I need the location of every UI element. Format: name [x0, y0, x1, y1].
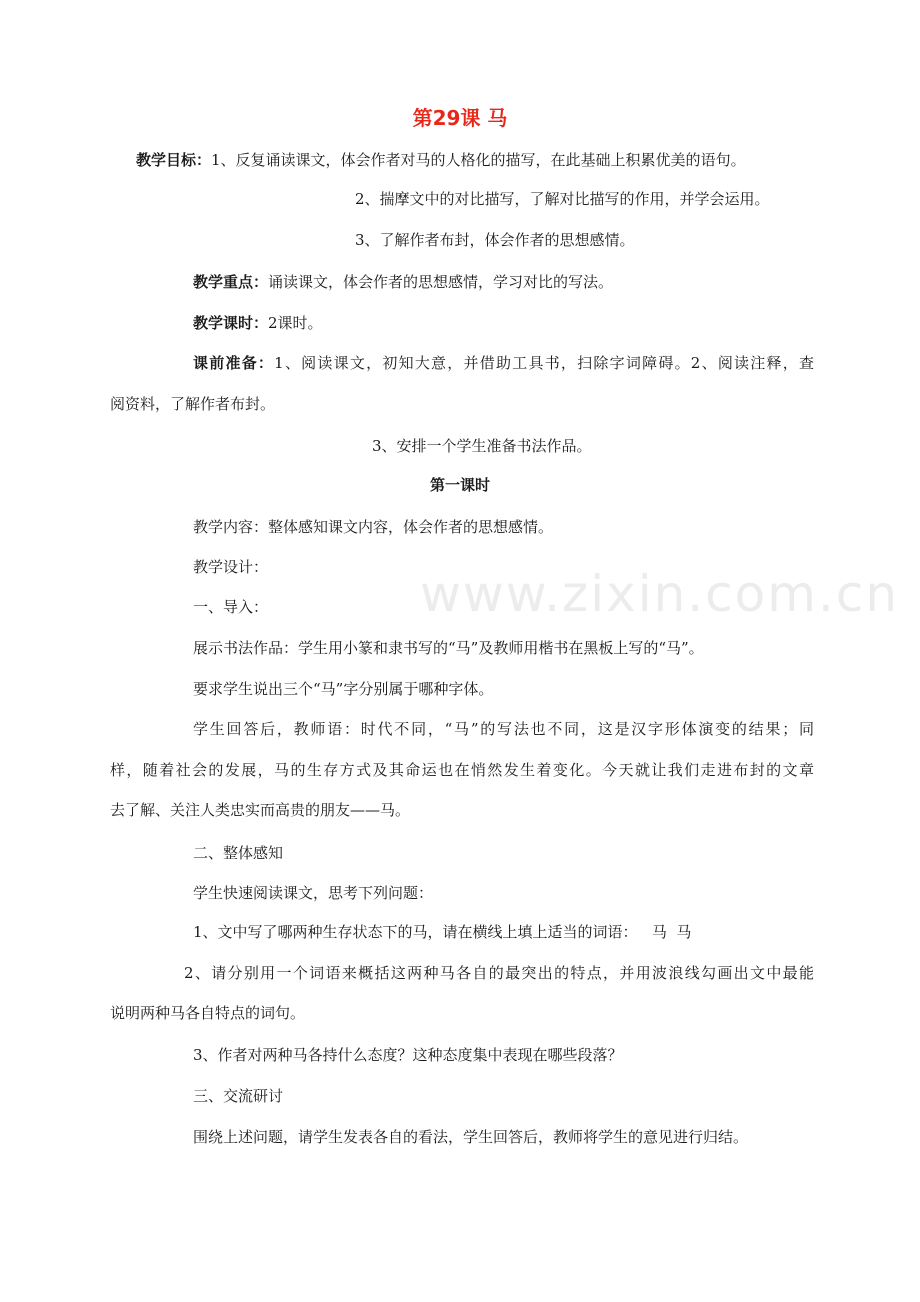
hours-text: 2课时。 [268, 314, 323, 332]
question-3: 3、作者对两种马各持什么态度？这种态度集中表现在哪些段落？ [193, 1046, 623, 1064]
intro-line-3a: 学生回答后，教师语：时代不同，“马”的写法也不同，这是汉字形体演变的结果；同 [193, 720, 814, 738]
lesson-design: 教学设计： [193, 558, 269, 576]
discuss-text: 围绕上述问题，请学生发表各自的看法，学生回答后，教师将学生的意见进行归结。 [193, 1128, 749, 1146]
prep-line-1 [193, 353, 814, 373]
intro-line-1: 展示书法作品：学生用小篆和隶书写的“马”及教师用楷书在黑板上写的“马”。 [193, 639, 704, 657]
goal-1: 1、反复诵读课文，体会作者对马的人格化的描写，在此基础上积累优美的语句。 [211, 151, 746, 169]
goal-2: 2、揣摩文中的对比描写，了解对比描写的作用，并学会运用。 [355, 190, 770, 208]
perceive-heading: 二、整体感知 [193, 844, 284, 862]
perceive-intro: 学生快速阅读课文，思考下列问题： [193, 884, 434, 902]
goals-line-1 [136, 150, 746, 170]
hours-label: 教学课时： [193, 314, 269, 332]
question-2b: 说明两种马各自特点的词句。 [110, 1004, 306, 1022]
goal-3: 3、了解作者布封，体会作者的思想感情。 [355, 231, 635, 249]
intro-line-2: 要求学生说出三个“马”字分别属于哪种字体。 [193, 680, 494, 698]
session-heading: 第一课时 [429, 476, 490, 494]
goals-label: 教学目标： [136, 151, 212, 169]
intro-line-3c: 去了解、关注人类忠实而高贵的朋友——马。 [110, 801, 411, 819]
prep-line-2: 阅资料，了解作者布封。 [110, 395, 276, 413]
hours-line [193, 313, 323, 333]
question-2a: 2、请分别用一个词语来概括这两种马各自的最突出的特点，并用波浪线勾画出文中最能 [184, 964, 814, 982]
question-1: 1、文中写了哪两种生存状态下的马，请在横线上填上适当的词语： 马 马 [193, 923, 692, 941]
lesson-content: 教学内容：整体感知课文内容，体会作者的思想感情。 [193, 518, 554, 536]
discuss-heading: 三、交流研讨 [193, 1087, 284, 1105]
page-title: 第29课 马 [412, 106, 508, 130]
prep-label: 课前准备： [193, 354, 275, 372]
prep-text-1: 1、阅读课文，初知大意，并借助工具书，扫除字词障碍。2、阅读注释，查 [274, 354, 814, 372]
intro-heading: 一、导入： [193, 598, 269, 616]
focus-line [193, 272, 613, 292]
watermark: www.zixin.com.cn [420, 565, 900, 623]
focus-label: 教学重点： [193, 273, 269, 291]
focus-text: 诵读课文，体会作者的思想感情，学习对比的写法。 [268, 273, 614, 291]
prep-line-3: 3、安排一个学生准备书法作品。 [372, 437, 592, 455]
intro-line-3b: 样，随着社会的发展，马的生存方式及其命运也在悄然发生着变化。今天就让我们走进布封的文章 [110, 761, 814, 779]
